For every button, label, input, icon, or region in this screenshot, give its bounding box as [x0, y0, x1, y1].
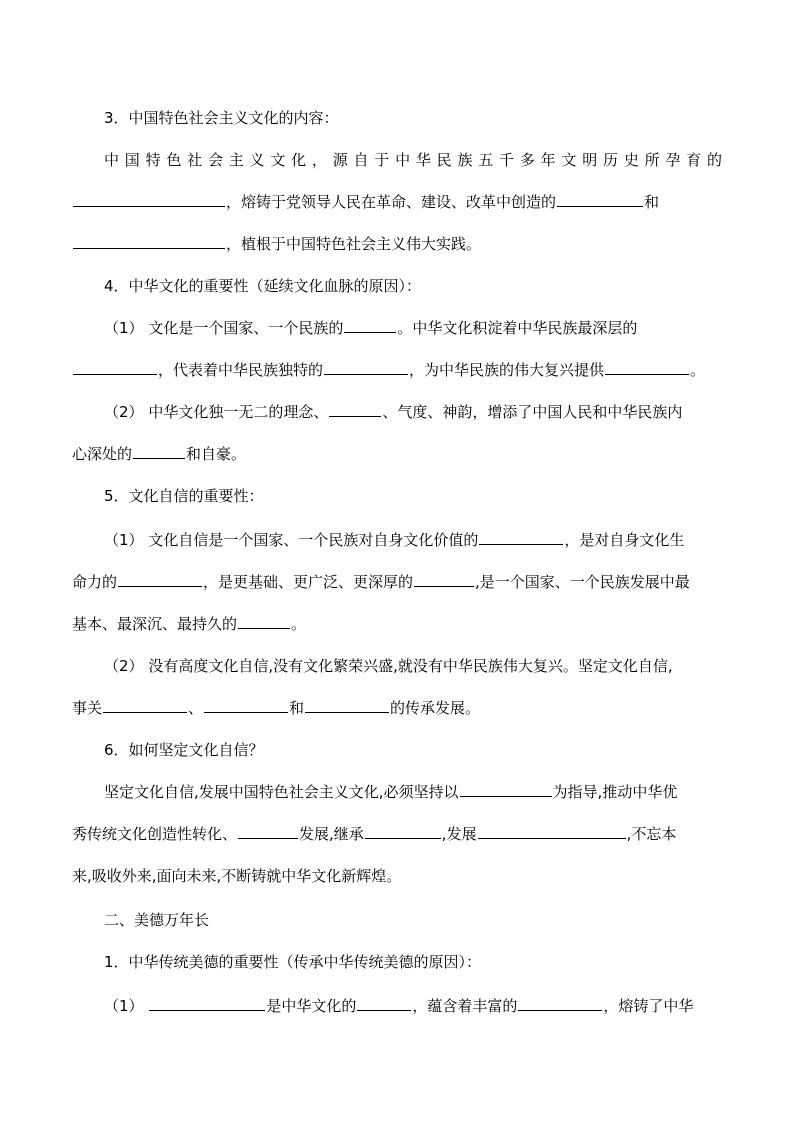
fill-blank[interactable] — [344, 318, 396, 333]
fill-blank[interactable] — [103, 698, 187, 713]
section-3-line-3: ，植根于中国特色社会主义伟大实践。 — [72, 234, 732, 254]
fill-blank[interactable] — [133, 444, 185, 459]
section-4-point-2: （2） 中华文化独一无二的理念、 、气度、神韵，增添了中国人民和中华民族内 — [104, 403, 683, 421]
section-6-line-2: 秀传统文化创造性转化、 发展,继承 ,发展 ,不忘本 — [72, 825, 677, 843]
section-5-point-1: （1） 文化自信是一个国家、一个民族对自身文化价值的 ，是对自身文化生 — [104, 531, 685, 549]
section-5-point-2: （2） 没有高度文化自信,没有文化繁荣兴盛,就没有中华民族伟大复兴。坚定文化自信, — [104, 657, 673, 675]
fill-blank[interactable] — [73, 360, 157, 375]
fill-blank[interactable] — [149, 996, 265, 1011]
fill-blank[interactable] — [238, 824, 298, 839]
fill-blank[interactable] — [204, 698, 288, 713]
fill-blank[interactable] — [357, 996, 411, 1011]
fill-blank[interactable] — [478, 824, 626, 839]
fill-blank[interactable] — [479, 530, 563, 545]
section-6-heading: 6．如何坚定文化自信？ — [104, 741, 264, 759]
section-4-point-1: （1） 文化是一个国家、一个民族的 。中华文化积淀着中华民族最深层的 — [104, 319, 638, 337]
fill-blank[interactable] — [414, 572, 474, 587]
section-3-line-1: 中国特色社会主义文化，源自于中华民族五千多年文明历史所孕育的 — [104, 151, 722, 169]
section-5-heading: 5．文化自信的重要性： — [104, 487, 264, 505]
section-6-line-1: 坚定文化自信,发展中国特色社会主义文化,必须坚持以 为指导,推动中华优 — [104, 783, 678, 801]
section-6-line-3: 来,吸收外来,面向未来,不断铸就中华文化新辉煌。 — [72, 867, 402, 885]
fill-blank[interactable] — [73, 234, 225, 249]
fill-blank[interactable] — [557, 192, 643, 207]
section-5-point-1-cont: 命力的 ，是更基础、更广泛、更深厚的 ,是一个国家、一个民族发展中最 — [72, 573, 690, 591]
fill-blank[interactable] — [238, 614, 290, 629]
fill-blank[interactable] — [324, 360, 408, 375]
section-4-point-1-cont: ，代表着中华民族独特的 ，为中华民族的伟大复兴提供 。 — [72, 360, 732, 380]
fill-blank[interactable] — [73, 192, 225, 207]
fill-blank[interactable] — [605, 360, 689, 375]
part-2-section-1-heading: 1．中华传统美德的重要性（传承中华传统美德的原因）： — [104, 953, 482, 971]
part-2-heading: 二、美德万年长 — [104, 911, 210, 929]
section-5-point-1-cont2: 基本、最深沉、最持久的 。 — [72, 615, 307, 633]
section-4-point-2-cont: 心深处的 和自豪。 — [72, 445, 247, 463]
fill-blank[interactable] — [329, 402, 381, 417]
fill-blank[interactable] — [518, 996, 602, 1011]
section-3-line-2: ，熔铸于党领导人民在革命、建设、改革中创造的 和 — [72, 192, 732, 212]
part-2-point-1: （1） 是中华文化的 ，蕴含着丰富的 ，熔铸了中华 — [104, 997, 694, 1015]
fill-blank[interactable] — [305, 698, 389, 713]
fill-blank[interactable] — [460, 782, 552, 797]
section-3-heading: 3．中国特色社会主义文化的内容： — [104, 109, 339, 127]
section-5-point-2-cont: 事关 、 和 的传承发展。 — [72, 699, 481, 717]
fill-blank[interactable] — [118, 572, 202, 587]
section-4-heading: 4．中华文化的重要性（延续文化血脉的原因）： — [104, 277, 422, 295]
fill-blank[interactable] — [365, 824, 441, 839]
